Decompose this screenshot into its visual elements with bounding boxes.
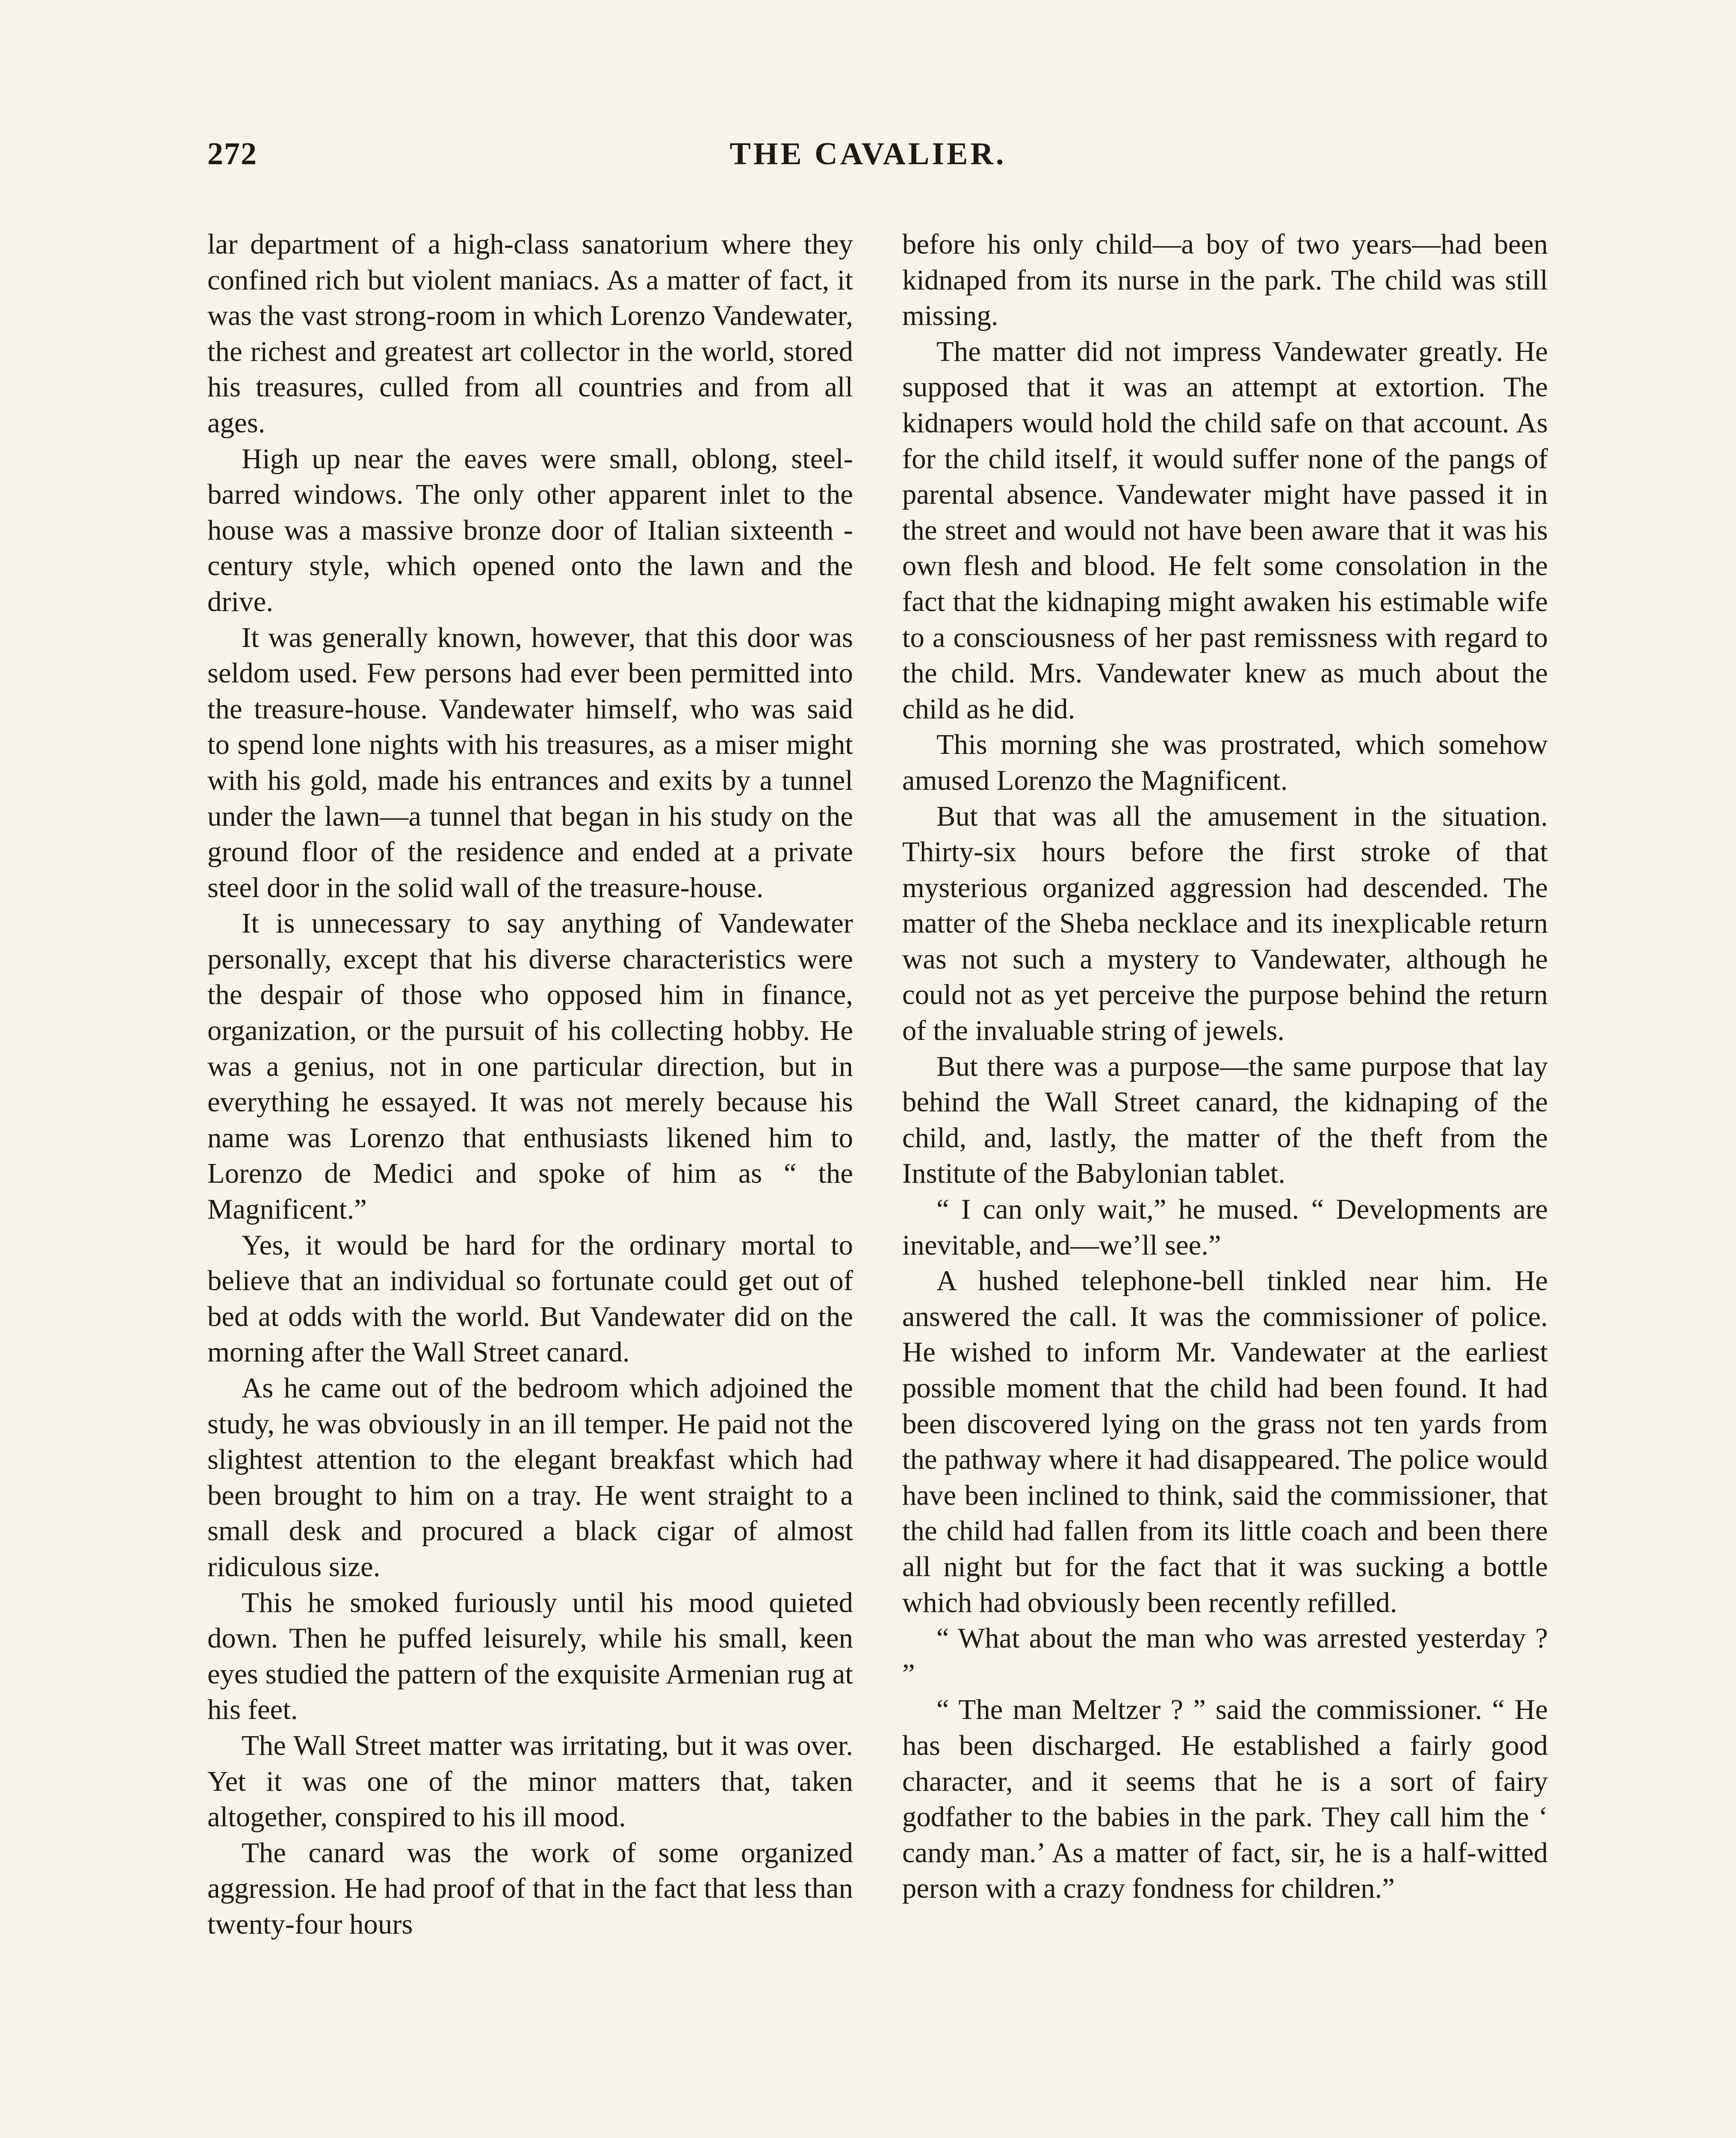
paragraph: “ What about the man who was arrested yesterday ? ” (902, 1622, 1548, 1690)
paragraph: It is unnecessary to say anything of Vandewater personally, except that his diverse characteristics were the despair of those who opposed him in finance, organization, or the pursuit of his collecting hobby. He was a genius, not in one particular direction, but in everything he essayed. It was not merely because his name was Lorenzo that enthusiasts likened him to Lorenzo de Medici and spoke of him as “ the Magnificent.” (207, 907, 853, 1226)
paragraph: This he smoked furiously until his mood quieted down. Then he puffed leisurely, while his small, keen eyes studied the pattern of the exquisite Armenian rug at his feet. (207, 1586, 853, 1726)
text-column-right (902, 227, 1548, 1907)
paragraph: As he came out of the bedroom which adjoined the study, he was obviously in an ill temper. He paid not the slightest attention to the elegant breakfast which had been brought to him on a tray. He went straight to a small desk and procured a black cigar of almost ridiculous size. (207, 1372, 853, 1583)
paragraph: “ I can only wait,” he mused. “ Developments are inevitable, and—we’ll see.” (902, 1193, 1548, 1261)
paragraph: The Wall Street matter was irritating, but it was over. Yet it was one of the minor matters that, taken altogether, conspired to his ill mood. (207, 1729, 853, 1833)
text-column-left (207, 227, 853, 1943)
paragraph: Yes, it would be hard for the ordinary mortal to believe that an individual so fortunate could get out of bed at odds with the world. But Vandewater did on the morning after the Wall Street canard. (207, 1229, 853, 1368)
paragraph: lar department of a high-class sanatorium where they confined rich but violent maniacs. As a matter of fact, it was the vast strong-room in which Lorenzo Vandewater, the richest and greatest art collector in the world, stored his treasures, culled from all countries and from all ages. (207, 228, 853, 439)
paragraph: The canard was the work of some organized aggression. He had proof of that in the fact that less than twenty-four hours (207, 1837, 853, 1940)
paragraph: before his only child—a boy of two years—had been kidnaped from its nurse in the park. The child was still missing. (902, 228, 1548, 332)
paragraph: The matter did not impress Vandewater greatly. He supposed that it was an attempt at extortion. The kidnapers would hold the child safe on that account. As for the child itself, it would suffer none of the pangs of parental absence. Vandewater might have passed it in the street and would not have been aware that it was his own flesh and blood. He felt some consolation in the fact that the kidnaping might awaken his estimable wife to a consciousness of her past remissness with regard to the child. Mrs. Vandewater knew as much about the child as he did. (902, 335, 1548, 725)
paragraph: It was generally known, however, that this door was seldom used. Few persons had ever been permitted into the treasure-house. Vandewater himself, who was said to spend lone nights with his treasures, as a miser might with his gold, made his entrances and exits by a tunnel under the lawn—a tunnel that began in his study on the ground floor of the residence and ended at a private steel door in the solid wall of the treasure-house. (207, 621, 853, 904)
running-head-title: THE CAVALIER. (729, 136, 1007, 171)
paragraph: High up near the eaves were small, oblong, steel-barred windows. The only other apparent inlet to the house was a massive bronze door of Italian sixteenth - century style, which opened onto the lawn and the drive. (207, 443, 853, 617)
paragraph: But that was all the amusement in the situation. Thirty-six hours before the first stroke of that mysterious organized aggression had descended. The matter of the Sheba necklace and its inexplicable return was not such a mystery to Vandewater, although he could not as yet perceive the purpose behind the return of the invaluable string of jewels. (902, 800, 1548, 1047)
paragraph: This morning she was prostrated, which somehow amused Lorenzo the Magnificent. (902, 729, 1548, 796)
page-number: 272 (207, 136, 257, 171)
paragraph: A hushed telephone-bell tinkled near him. He answered the call. It was the commissioner of police. He wished to inform Mr. Vandewater at the earliest possible moment that the child had been found. It had been discovered lying on the grass not ten yards from the pathway where it had disappeared. The police would have been inclined to think, said the commissioner, that the child had fallen from its little coach and been there all night but for the fact that it was sucking a bottle which had obviously been recently refilled. (902, 1265, 1548, 1618)
page-header (201, 136, 1535, 183)
paragraph: But there was a purpose—the same purpose that lay behind the Wall Street canard, the kidnaping of the child, and, lastly, the matter of the theft from the Institute of the Babylonian tablet. (902, 1050, 1548, 1190)
paragraph: “ The man Meltzer ? ” said the commissioner. “ He has been discharged. He established a fairly good character, and it seems that he is a sort of fairy godfather to the babies in the park. They call him the ‘ candy man.’ As a matter of fact, sir, he is a half-witted person with a crazy fondness for children.” (902, 1694, 1548, 1905)
